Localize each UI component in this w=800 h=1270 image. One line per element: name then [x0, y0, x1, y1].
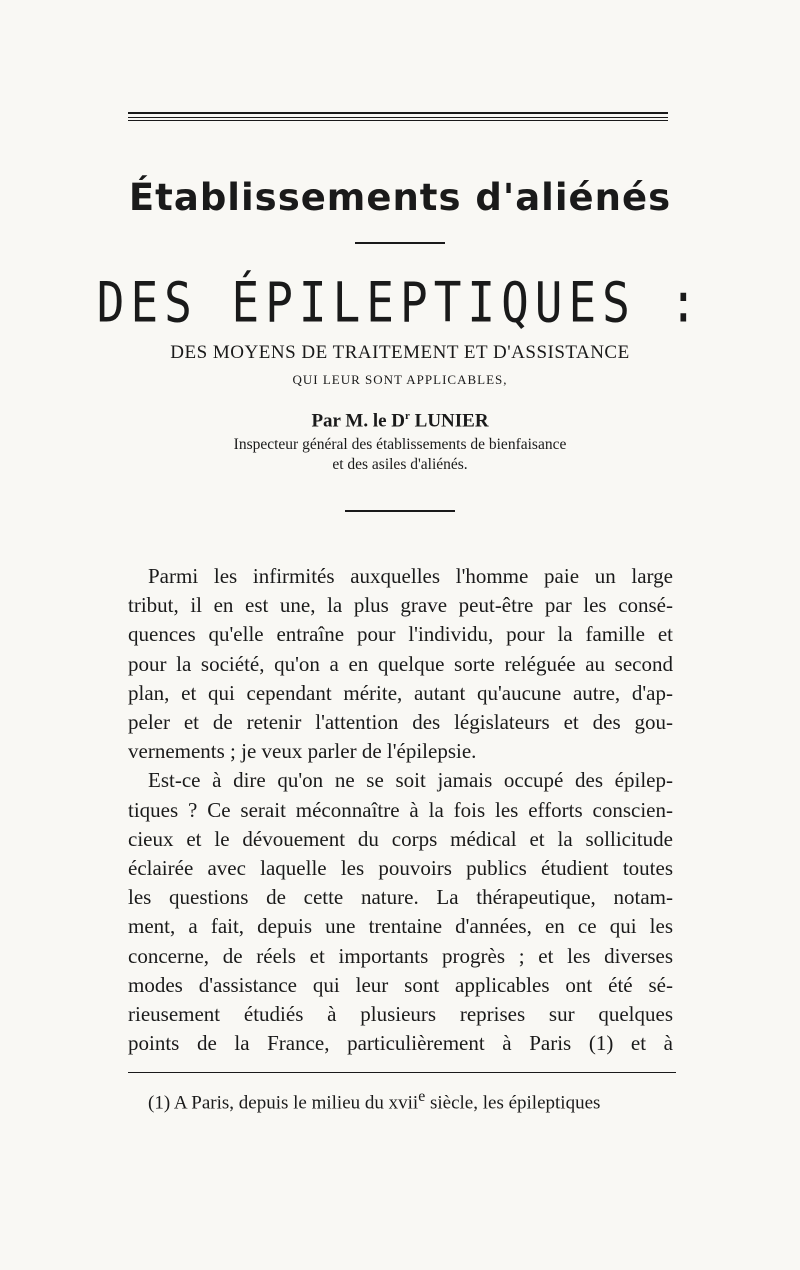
- author-name: LUNIER: [409, 410, 489, 432]
- body-line: les questions de cette nature. La thérapeutique, notam-: [128, 885, 673, 910]
- top-rule-thin: [128, 120, 668, 121]
- author-prefix-sup: r: [405, 410, 410, 422]
- top-double-rule: [128, 112, 668, 118]
- author-separator: [345, 510, 455, 512]
- section-title: Établissements d'aliénés: [128, 176, 672, 219]
- body-line: cieux et le dévouement du corps médical et la sollicitude: [128, 826, 673, 851]
- author-affiliation-1: Inspecteur général des établissements de bienfaisance: [233, 436, 567, 453]
- footnote: [148, 1088, 676, 1114]
- body-line: tribut, il en est une, la plus grave peut-être par les consé-: [128, 593, 673, 618]
- title-separator: [355, 242, 445, 244]
- body-line: Est-ce à dire qu'on ne se soit jamais occupé des épilep-: [148, 768, 673, 793]
- author-line: [0, 410, 800, 432]
- body-line: plan, et qui cependant mérite, autant qu'aucune autre, d'ap-: [128, 680, 673, 705]
- article-subheading-2: QUI LEUR SONT APPLICABLES,: [292, 372, 508, 387]
- body-line: quences qu'elle entraîne pour l'individu, pour la famille et: [128, 622, 673, 647]
- body-line: pour la société, qu'on a en quelque sorte reléguée au second: [128, 651, 673, 676]
- body-line: peler et de retenir l'attention des législateurs et des gou-: [128, 710, 673, 735]
- footnote-text-after: siècle, les épileptiques: [425, 1092, 601, 1114]
- author-affiliation-2: et des asiles d'aliénés.: [332, 456, 468, 473]
- body-text: [128, 562, 673, 1058]
- body-line: ment, a fait, depuis une trentaine d'années, en ce qui les: [128, 914, 673, 939]
- footnote-sup: e: [418, 1088, 426, 1105]
- body-line: éclairée avec laquelle les pouvoirs publics étudient toutes: [128, 856, 673, 881]
- body-line: points de la France, particulièrement à Paris (1) et à: [128, 1031, 673, 1056]
- body-line: tiques ? Ce serait méconnaître à la fois les efforts conscien-: [128, 797, 673, 822]
- footnote-rule: [128, 1072, 676, 1073]
- article-subheading-1: DES MOYENS DE TRAITEMENT ET D'ASSISTANCE: [170, 342, 630, 363]
- footnote-text: (1) A Paris, depuis le milieu du xvii: [148, 1092, 419, 1114]
- body-line: Parmi les infirmités auxquelles l'homme paie un large: [148, 564, 673, 588]
- body-line: vernements ; je veux parler de l'épilepsie.: [128, 739, 477, 764]
- author-prefix: Par M. le D: [311, 410, 405, 432]
- body-line: modes d'assistance qui leur sont applicables ont été sé-: [128, 972, 673, 997]
- body-line: rieusement étudiés à plusieurs reprises sur quelques: [128, 1002, 673, 1027]
- article-title: DES ÉPILEPTIQUES :: [96, 270, 704, 335]
- body-line: concerne, de réels et importants progrès ; et les diverses: [128, 943, 673, 968]
